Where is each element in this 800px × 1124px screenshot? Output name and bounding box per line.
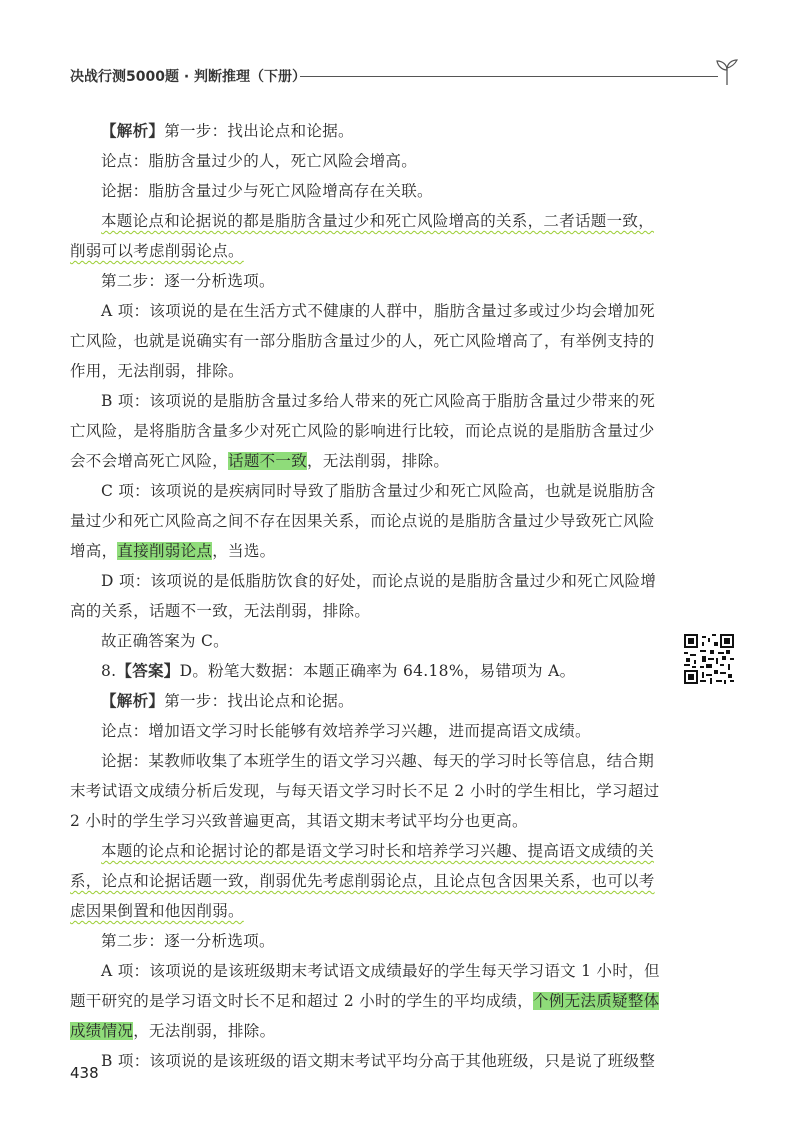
text-run: D 项：该项说的是低脂肪饮食的好处，而论点说的是脂肪含量过少和死亡风险增高的关系，话题不一致，无法削弱，排除。: [70, 572, 657, 620]
paragraph: [70, 206, 662, 266]
qr-code-icon[interactable]: [684, 634, 734, 684]
paragraph: [70, 656, 662, 686]
text-run: A 项：该项说的是在生活方式不健康的人群中，脂肪含量过多或过少均会增加死亡风险，也就是说确实有一部分脂肪含量过少的人，死亡风险增高了，有举例支持的作用，无法削弱，排除。: [70, 302, 655, 380]
paragraph: [70, 476, 662, 566]
text-run: 第一步：找出论点和论据。: [164, 122, 354, 140]
highlighted-text: 话题不一致: [228, 452, 308, 470]
underlined-text: 本题论点和论据说的都是脂肪含量过少和死亡风险增高的关系，二者话题一致，削弱可以考虑削弱论点。: [70, 212, 655, 260]
paragraph: [70, 836, 662, 926]
paragraph: [70, 296, 662, 386]
text-run: D。粉笔大数据：本题正确率为 64.18%，易错项为 A。: [179, 662, 576, 680]
page-number: 438: [70, 1064, 99, 1082]
paragraph: [70, 266, 662, 296]
paragraph: [70, 116, 662, 146]
text-run: 8.: [101, 662, 117, 680]
text-run: 论点：脂肪含量过少的人，死亡风险会增高。: [101, 152, 418, 170]
text-run: 第二步：逐一分析选项。: [101, 932, 275, 950]
paragraph: [70, 146, 662, 176]
paragraph: [70, 1046, 662, 1076]
running-header: [70, 62, 740, 90]
paragraph: [70, 956, 662, 1046]
text-run: ，无法削弱，排除。: [307, 452, 450, 470]
header-rule: [300, 76, 718, 77]
highlighted-text: 个例无法质疑整体成绩情况: [70, 992, 660, 1040]
section-tag: 【解析】: [101, 692, 165, 710]
paragraph: [70, 926, 662, 956]
paragraph: [70, 686, 662, 716]
paragraph: [70, 746, 662, 836]
paragraph: [70, 716, 662, 746]
book-title: 决战行测5000题 · 判断推理（下册）: [70, 69, 307, 85]
text-run: 第一步：找出论点和论据。: [164, 692, 354, 710]
paragraph: [70, 626, 662, 656]
text-run: ，无法削弱，排除。: [133, 1022, 276, 1040]
text-run: B 项：该项说的是该班级的语文期末考试平均分高于其他班级，只是说了班级整: [101, 1052, 656, 1070]
paragraph: [70, 176, 662, 206]
text-run: 故正确答案为 C。: [101, 632, 229, 650]
text-run: 论据：某教师收集了本班学生的语文学习兴趣、每天的学习时长等信息，结合期末考试语文成绩分析后发现，与每天语文学习时长不足 2 小时的学生相比，学习超过 2 小时的学生学习兴致普遍更高，其语文期末考试平均分也更高。: [70, 752, 660, 830]
paragraph: [70, 566, 662, 626]
text-run: 第二步：逐一分析选项。: [101, 272, 275, 290]
underlined-text: 本题的论点和论据讨论的都是语文学习时长和培养学习兴趣、提高语文成绩的关系，论点和论据话题一致，削弱优先考虑削弱论点，且论点包含因果关系，也可以考虑因果倒置和他因削弱。: [70, 842, 655, 920]
text-run: 论点：增加语文学习时长能够有效培养学习兴趣，进而提高语文成绩。: [101, 722, 591, 740]
text-run: B 项：该项说的是脂肪含量过多给人带来的死亡风险高于脂肪含量过少带来的死亡风险，是将脂肪含量多少对死亡风险的影响进行比较，而论点说的是脂肪含量过少会不会增高死亡风险，: [70, 392, 656, 470]
section-tag: 【解析】: [101, 122, 165, 140]
highlighted-text: 直接削弱论点: [117, 542, 213, 560]
text-run: A 项：该项说的是该班级期末考试语文成绩最好的学生每天学习语文 1 小时，但题干研究的是学习语文时长不足和超过 2 小时的学生的平均成绩，: [70, 962, 660, 1010]
section-tag: 【答案】: [116, 662, 180, 680]
text-run: ，当选。: [212, 542, 276, 560]
text-run: 论据：脂肪含量过少与死亡风险增高存在关联。: [101, 182, 433, 200]
paragraph: [70, 386, 662, 476]
explanation-body: [70, 116, 662, 1076]
sprout-icon: [714, 58, 740, 86]
text-run: C 项：该项说的是疾病同时导致了脂肪含量过少和死亡风险高，也就是说脂肪含量过少和死亡风险高之间不存在因果关系，而论点说的是脂肪含量过少导致死亡风险增高，: [70, 482, 656, 560]
